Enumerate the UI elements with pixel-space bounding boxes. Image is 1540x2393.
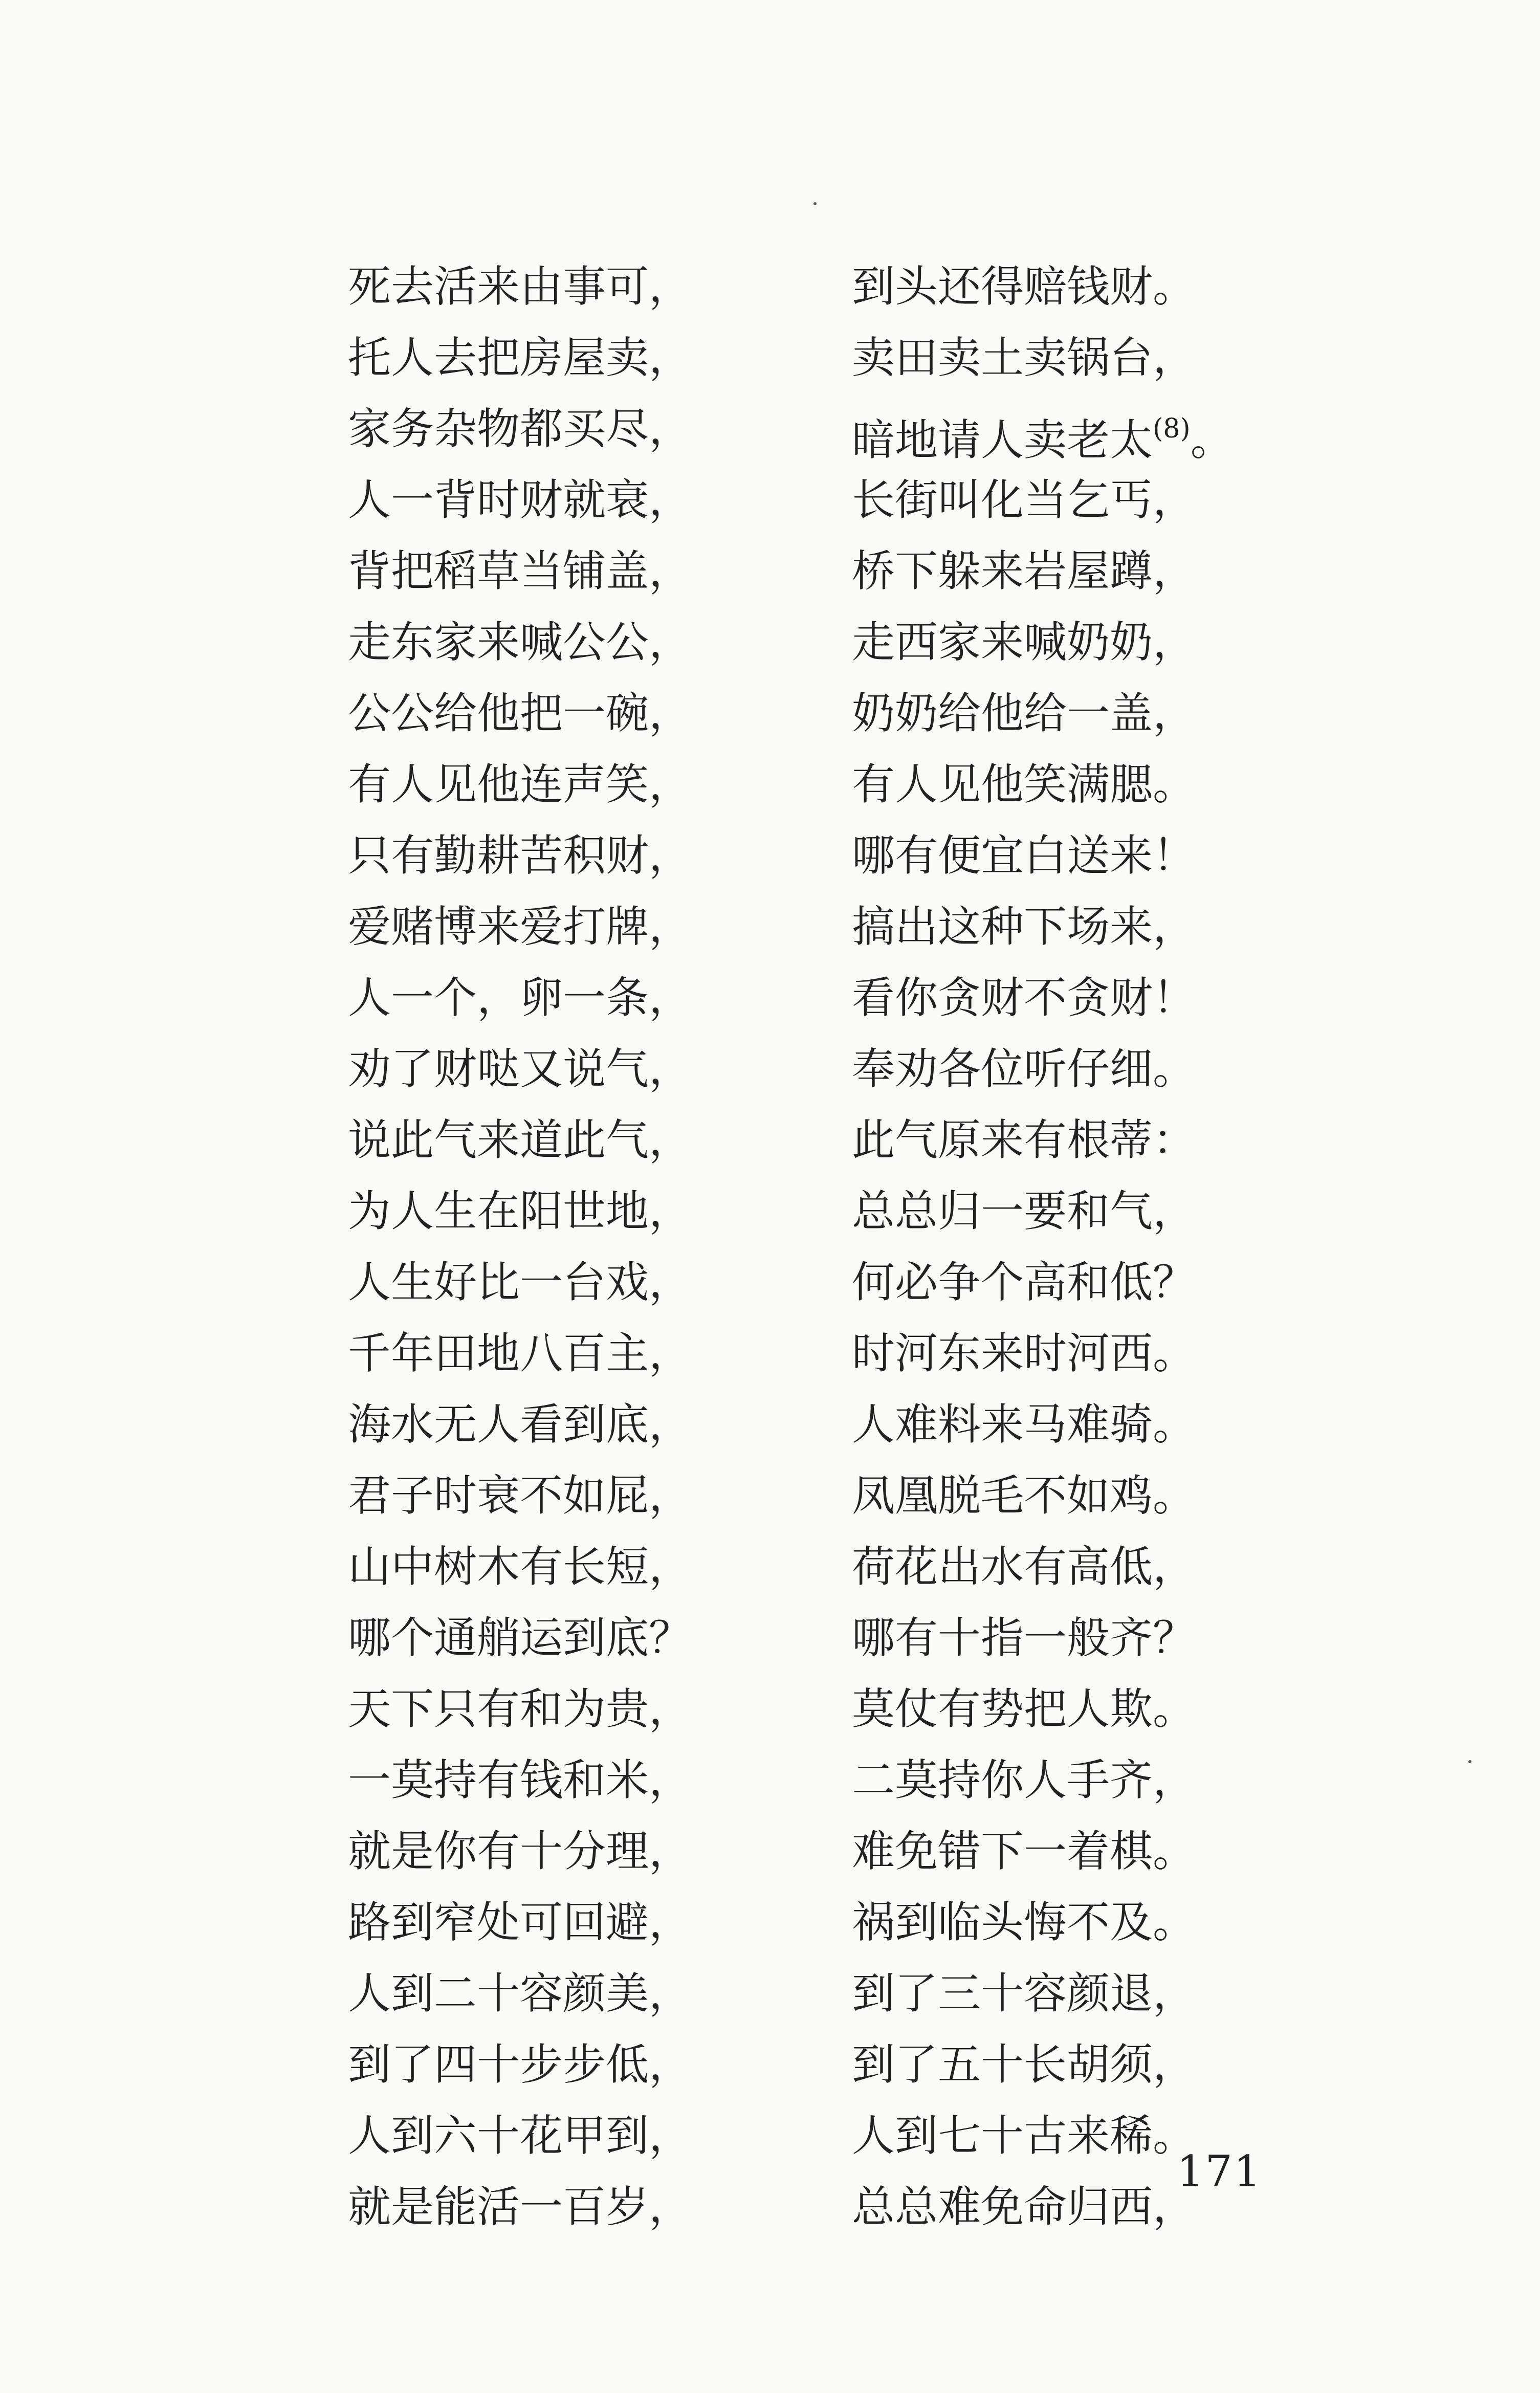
line-left-text: 只有勤耕苦积财， xyxy=(348,830,692,881)
page-number: 171 xyxy=(1177,2146,1262,2197)
line-left-text: 路到窄处可回避， xyxy=(348,1897,692,1947)
line-left-text: 哪个通艄运到底？ xyxy=(348,1613,692,1663)
line-right-text: 桥下躲来岩屋蹲， xyxy=(852,546,1196,596)
poem-line xyxy=(0,1396,1540,1467)
line-left-text: 君子时衰不如屁， xyxy=(348,1470,692,1521)
poem-line xyxy=(0,1041,1540,1112)
line-left-text: 到了四十步步低， xyxy=(348,2039,692,2090)
line-right-text: 有人见他笑满腮。 xyxy=(852,759,1196,809)
line-right-text: 到头还得赔钱财。 xyxy=(852,261,1196,312)
line-right-text: 难免错下一着棋。 xyxy=(852,1826,1196,1876)
line-left-text: 走东家来喊公公， xyxy=(348,617,692,667)
poem-line xyxy=(0,2107,1540,2179)
line-left-text: 人到六十花甲到， xyxy=(348,2111,692,2161)
line-right-text: 凤凰脱毛不如鸡。 xyxy=(852,1470,1196,1521)
line-right-text: 哪有十指一般齐？ xyxy=(852,1613,1196,1663)
poem-line xyxy=(0,614,1540,685)
line-right-text: 人难料来马难骑。 xyxy=(852,1399,1196,1450)
line-left-text: 背把稻草当铺盖， xyxy=(348,546,692,596)
poem-line xyxy=(0,330,1540,401)
line-right-text: 总总难免命归西， xyxy=(852,2182,1196,2232)
line-right-text: 搞出这种下场来， xyxy=(852,902,1196,952)
line-right-text: 卖田卖土卖锅台， xyxy=(852,333,1196,383)
line-right-text: 人到七十古来稀。 xyxy=(852,2111,1196,2161)
line-right-text: 奉劝各位听仔细。 xyxy=(852,1044,1196,1094)
line-right-text: 哪有便宜白送来！ xyxy=(852,830,1196,881)
poem-line xyxy=(0,1610,1540,1681)
line-left-text: 托人去把房屋卖， xyxy=(348,333,692,383)
line-left-text: 山中树木有长短， xyxy=(348,1542,692,1592)
poem-line xyxy=(0,970,1540,1041)
poem-line xyxy=(0,401,1540,472)
line-left-text: 海水无人看到底， xyxy=(348,1399,692,1450)
line-left-text: 人到二十容颜美， xyxy=(348,1968,692,2018)
line-right-text: 到了五十长胡须， xyxy=(852,2039,1196,2090)
line-left-text: 就是能活一百岁， xyxy=(348,2182,692,2232)
poem-line xyxy=(0,1681,1540,1752)
line-left-text: 人一个，卵一条， xyxy=(348,973,692,1023)
poem-line xyxy=(0,898,1540,970)
poem-line xyxy=(0,1254,1540,1325)
line-left-text: 说此气来道此气， xyxy=(348,1115,692,1165)
line-right-text: 祸到临头悔不及。 xyxy=(852,1897,1196,1947)
line-right-text: 总总归一要和气， xyxy=(852,1186,1196,1236)
poem-line xyxy=(0,1823,1540,1894)
line-left-text: 人一背时财就衰， xyxy=(348,475,692,525)
poem-line xyxy=(0,1894,1540,1965)
poem-line xyxy=(0,1539,1540,1610)
poem-line xyxy=(0,1325,1540,1396)
line-left-text: 天下只有和为贵， xyxy=(348,1684,692,1734)
poem-line xyxy=(0,1752,1540,1823)
line-left-text: 公公给他把一碗， xyxy=(348,688,692,738)
footnote-marker: (8) xyxy=(1153,413,1191,444)
poem-line xyxy=(0,2179,1540,2250)
poem-lines xyxy=(0,258,1540,2250)
poem-line xyxy=(0,685,1540,756)
poem-line xyxy=(0,543,1540,614)
line-right-text: 暗地请人卖老太$^{(8)}$。 xyxy=(852,413,1234,465)
line-left-text: 有人见他连声笑， xyxy=(348,759,692,809)
poem-line xyxy=(0,2036,1540,2107)
line-right-text: 走西家来喊奶奶， xyxy=(852,617,1196,667)
line-left-text: 家务杂物都买尽， xyxy=(348,404,692,454)
line-right-text: 何必争个高和低？ xyxy=(852,1257,1196,1307)
line-left-text: 一莫持有钱和米， xyxy=(348,1755,692,1805)
line-left-text: 死去活来由事可， xyxy=(348,261,692,312)
poem-line xyxy=(0,756,1540,827)
poem-line xyxy=(0,258,1540,330)
line-right-text: 长街叫化当乞丐， xyxy=(852,475,1196,525)
line-left-text: 千年田地八百主， xyxy=(348,1328,692,1378)
line-left-text: 劝了财哒又说气， xyxy=(348,1044,692,1094)
line-right-text: 二莫持你人手齐， xyxy=(852,1755,1196,1805)
poem-line xyxy=(0,1965,1540,2036)
poem-line xyxy=(0,1183,1540,1254)
line-right-text: 看你贪财不贪财！ xyxy=(852,973,1196,1023)
line-right-text: 奶奶给他给一盖， xyxy=(852,688,1196,738)
scan-speck xyxy=(813,202,817,205)
poem-line xyxy=(0,1112,1540,1183)
line-right-text: 时河东来时河西。 xyxy=(852,1328,1196,1378)
line-right-text: 到了三十容颜退， xyxy=(852,1968,1196,2018)
poem-line xyxy=(0,1467,1540,1539)
line-right-text: 荷花出水有高低， xyxy=(852,1542,1196,1592)
line-left-text: 人生好比一台戏， xyxy=(348,1257,692,1307)
line-left-text: 爱赌博来爱打牌， xyxy=(348,902,692,952)
line-right-text: 莫仗有势把人欺。 xyxy=(852,1684,1196,1734)
line-left-text: 为人生在阳世地， xyxy=(348,1186,692,1236)
line-left-text: 就是你有十分理， xyxy=(348,1826,692,1876)
scan-speck xyxy=(1468,1760,1471,1763)
poem-line xyxy=(0,472,1540,543)
poem-line xyxy=(0,827,1540,898)
line-right-text: 此气原来有根蒂： xyxy=(852,1115,1196,1165)
